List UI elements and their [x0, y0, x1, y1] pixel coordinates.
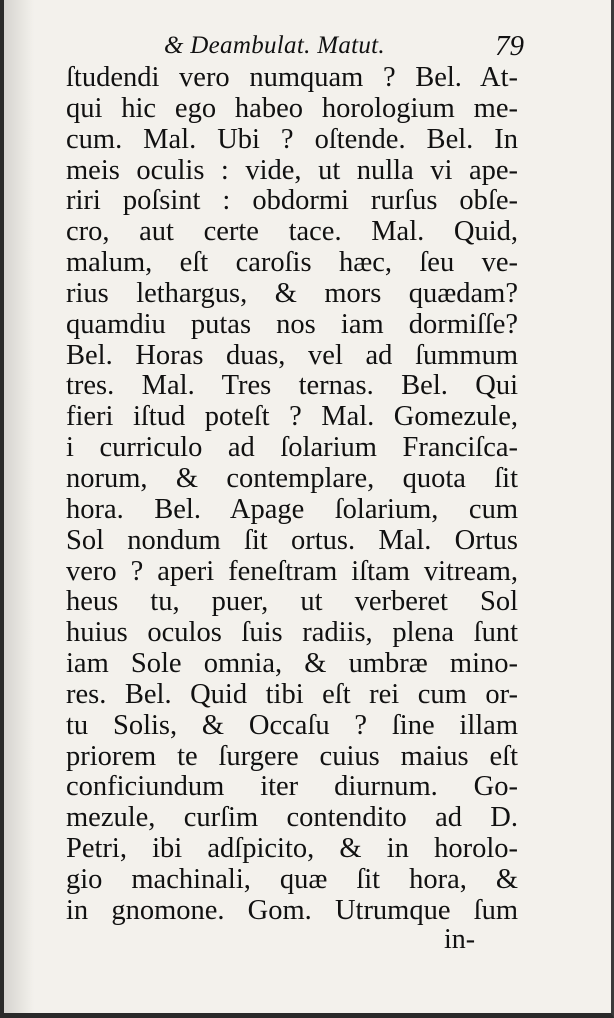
- text-line: i curriculo ad ſolarium Franciſca-: [66, 433, 518, 464]
- text-line: riri poſsint : obdormi rurſus obſe-: [66, 186, 518, 217]
- text-line: conficiundum iter diurnum. Go-: [66, 772, 518, 803]
- text-line: iam Sole omnia, & umbræ mino-: [66, 649, 518, 680]
- page-number: 79: [495, 30, 524, 62]
- text-line: meis oculis : vide, ut nulla vi ape-: [66, 155, 518, 186]
- text-line: norum, & contemplare, quota ſit: [66, 463, 518, 494]
- text-line: quamdiu putas nos iam dormiſſe?: [66, 309, 518, 340]
- text-line: tres. Mal. Tres ternas. Bel. Qui: [66, 371, 518, 402]
- text-line: malum, eſt caroſis hæc, ſeu ve-: [66, 248, 518, 279]
- body-text: [66, 63, 518, 927]
- text-line: hora. Bel. Apage ſolarium, cum: [66, 494, 518, 525]
- text-line: Bel. Horas duas, vel ad ſummum: [66, 340, 518, 371]
- running-title: & Deambulat. Matut.: [164, 32, 385, 59]
- text-line: fieri iſtud poteſt ? Mal. Gomezule,: [66, 402, 518, 433]
- text-line: rius lethargus, & mors quædam?: [66, 278, 518, 309]
- text-line: tu Solis, & Occaſu ? ſine illam: [66, 710, 518, 741]
- catchword: in-: [444, 924, 476, 955]
- text-line: mezule, curſim contendito ad D.: [66, 803, 518, 834]
- page-header: [164, 30, 524, 64]
- text-line: Petri, ibi adſpicito, & in horolo-: [66, 834, 518, 865]
- text-line: Sol nondum ſit ortus. Mal. Ortus: [66, 525, 518, 556]
- text-line: gio machinali, quæ ſit hora, &: [66, 864, 518, 895]
- text-line: res. Bel. Quid tibi eſt rei cum or-: [66, 679, 518, 710]
- page-edge-shadow: [4, 0, 34, 1013]
- text-line: in gnomone. Gom. Utrumque ſum: [66, 895, 518, 926]
- text-line: qui hic ego habeo horologium me-: [66, 93, 518, 124]
- text-line: ſtudendi vero numquam ? Bel. At-: [66, 63, 518, 93]
- text-line: vero ? aperi feneſtram iſtam vitream,: [66, 556, 518, 587]
- text-line: heus tu, puer, ut verberet Sol: [66, 587, 518, 618]
- text-line: cum. Mal. Ubi ? oſtende. Bel. In: [66, 124, 518, 155]
- text-line: priorem te ſurgere cuius maius eſt: [66, 741, 518, 772]
- text-line: cro, aut certe tace. Mal. Quid,: [66, 217, 518, 248]
- text-line: huius oculos ſuis radiis, plena ſunt: [66, 618, 518, 649]
